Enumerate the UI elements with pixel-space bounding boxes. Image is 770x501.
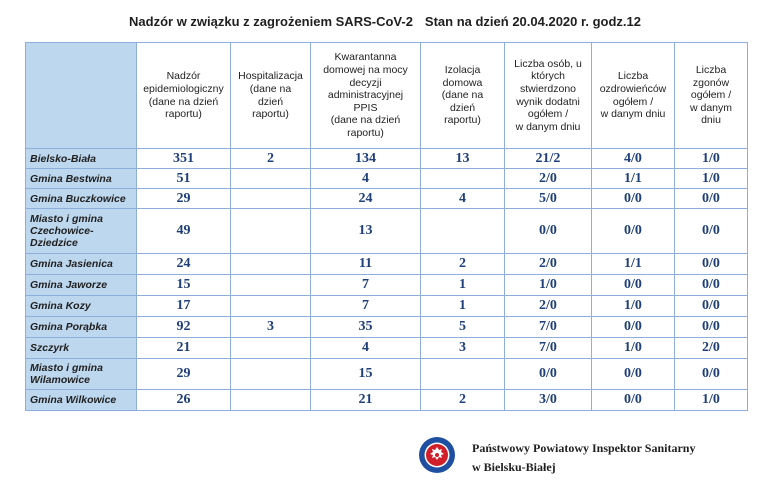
- row-label: Gmina Porąbka: [26, 317, 137, 338]
- table-cell: 51: [137, 169, 231, 189]
- header-cell: Liczba ozdrowieńców ogółem / w danym dniu: [592, 43, 675, 149]
- table-cell: 0/0: [592, 189, 675, 209]
- table-cell: 1/0: [592, 296, 675, 317]
- table-cell: 134: [311, 149, 421, 169]
- table-cell: 1: [421, 275, 505, 296]
- table-cell: [231, 296, 311, 317]
- table-cell: 351: [137, 149, 231, 169]
- row-label: Gmina Kozy: [26, 296, 137, 317]
- table-cell: 2: [421, 390, 505, 411]
- table-cell: 0/0: [592, 209, 675, 254]
- header-cell: Izolacja domowa (dane na dzień raportu): [421, 43, 505, 149]
- table-cell: 2/0: [675, 338, 748, 359]
- table-cell: 4: [311, 338, 421, 359]
- table-cell: 1/0: [592, 338, 675, 359]
- header-cell: Hospitalizacja (dane na dzień raportu): [231, 43, 311, 149]
- table-cell: [231, 359, 311, 390]
- table-cell: 15: [311, 359, 421, 390]
- table-cell: 2/0: [505, 296, 592, 317]
- table-cell: 0/0: [675, 254, 748, 275]
- header-corner: [26, 43, 137, 149]
- table-cell: 29: [137, 189, 231, 209]
- header-row: [26, 43, 748, 149]
- row-label: Gmina Bestwina: [26, 169, 137, 189]
- table-cell: 0/0: [592, 359, 675, 390]
- table-cell: 0/0: [675, 209, 748, 254]
- page-title: [0, 14, 770, 29]
- table-cell: 7/0: [505, 317, 592, 338]
- header-cell: Liczba zgonów ogółem / w danym dniu: [675, 43, 748, 149]
- table-cell: 0/0: [592, 275, 675, 296]
- table-cell: 2/0: [505, 169, 592, 189]
- table-cell: [231, 169, 311, 189]
- table-row: [26, 209, 748, 254]
- table-cell: 5/0: [505, 189, 592, 209]
- table-cell: 2: [421, 254, 505, 275]
- table-cell: 0/0: [592, 390, 675, 411]
- table-cell: 49: [137, 209, 231, 254]
- title-date: Stan na dzień 20.04.2020 r. godz.12: [424, 14, 641, 29]
- row-label: Miasto i gmina Czechowice- Dziedzice: [26, 209, 137, 254]
- table-cell: 92: [137, 317, 231, 338]
- row-label: Gmina Wilkowice: [26, 390, 137, 411]
- table-cell: 21/2: [505, 149, 592, 169]
- table-cell: 7: [311, 296, 421, 317]
- table-cell: 29: [137, 359, 231, 390]
- table-row: [26, 275, 748, 296]
- organization-name: Państwowy Powiatowy Inspektor Sanitarny: [472, 441, 696, 455]
- table-cell: [231, 189, 311, 209]
- table-cell: [421, 359, 505, 390]
- footer: [418, 436, 748, 480]
- table-cell: 0/0: [675, 275, 748, 296]
- table-cell: [231, 390, 311, 411]
- table-cell: 1/1: [592, 254, 675, 275]
- table-cell: 13: [311, 209, 421, 254]
- table-row: [26, 390, 748, 411]
- table-cell: 11: [311, 254, 421, 275]
- table-row: [26, 189, 748, 209]
- table-row: [26, 359, 748, 390]
- table-cell: [231, 254, 311, 275]
- table-cell: 1/1: [592, 169, 675, 189]
- table-row: [26, 296, 748, 317]
- table-cell: 0/0: [592, 317, 675, 338]
- row-label: Bielsko-Biała: [26, 149, 137, 169]
- table-cell: 1/0: [675, 169, 748, 189]
- table-cell: [231, 275, 311, 296]
- data-table: [25, 42, 748, 411]
- title-subject: Nadzór w związku z zagrożeniem SARS-CoV-2: [129, 14, 413, 29]
- table-cell: [231, 338, 311, 359]
- sanitary-inspection-logo-icon: [418, 436, 456, 474]
- table-cell: [421, 209, 505, 254]
- table-cell: 0/0: [675, 359, 748, 390]
- table-cell: 24: [311, 189, 421, 209]
- table-row: [26, 254, 748, 275]
- table-row: [26, 338, 748, 359]
- table-cell: 0/0: [675, 317, 748, 338]
- table-cell: 17: [137, 296, 231, 317]
- table-cell: 0/0: [505, 209, 592, 254]
- table-row: [26, 149, 748, 169]
- table-cell: 0/0: [675, 296, 748, 317]
- table-cell: 21: [311, 390, 421, 411]
- table-cell: 3: [231, 317, 311, 338]
- table-row: [26, 317, 748, 338]
- header-cell: Nadzór epidemiologiczny (dane na dzień raportu): [137, 43, 231, 149]
- table-cell: 2: [231, 149, 311, 169]
- table-cell: [421, 169, 505, 189]
- row-label: Miasto i gmina Wilamowice: [26, 359, 137, 390]
- table-cell: 2/0: [505, 254, 592, 275]
- row-label: Szczyrk: [26, 338, 137, 359]
- table-cell: 0/0: [505, 359, 592, 390]
- table-cell: 26: [137, 390, 231, 411]
- table-cell: [231, 209, 311, 254]
- table-cell: 24: [137, 254, 231, 275]
- table-cell: 0/0: [675, 189, 748, 209]
- table-cell: 13: [421, 149, 505, 169]
- header-cell: Liczba osób, u których stwierdzono wynik dodatni ogółem / w danym dniu: [505, 43, 592, 149]
- header-cell: Kwarantanna domowej na mocy decyzji administracyjnej PPIS (dane na dzień raportu): [311, 43, 421, 149]
- table-cell: 3/0: [505, 390, 592, 411]
- table-cell: 4/0: [592, 149, 675, 169]
- table-cell: 35: [311, 317, 421, 338]
- row-label: Gmina Jasienica: [26, 254, 137, 275]
- table-cell: 3: [421, 338, 505, 359]
- table-cell: 21: [137, 338, 231, 359]
- table-cell: 7/0: [505, 338, 592, 359]
- organization-location: w Bielsku-Białej: [472, 460, 556, 474]
- table-cell: 1/0: [505, 275, 592, 296]
- table-cell: 1/0: [675, 390, 748, 411]
- row-label: Gmina Jaworze: [26, 275, 137, 296]
- row-label: Gmina Buczkowice: [26, 189, 137, 209]
- table-cell: 7: [311, 275, 421, 296]
- table-cell: 15: [137, 275, 231, 296]
- table-cell: 4: [421, 189, 505, 209]
- table-cell: 1: [421, 296, 505, 317]
- table-cell: 1/0: [675, 149, 748, 169]
- table-row: [26, 169, 748, 189]
- table-cell: 4: [311, 169, 421, 189]
- table-cell: 5: [421, 317, 505, 338]
